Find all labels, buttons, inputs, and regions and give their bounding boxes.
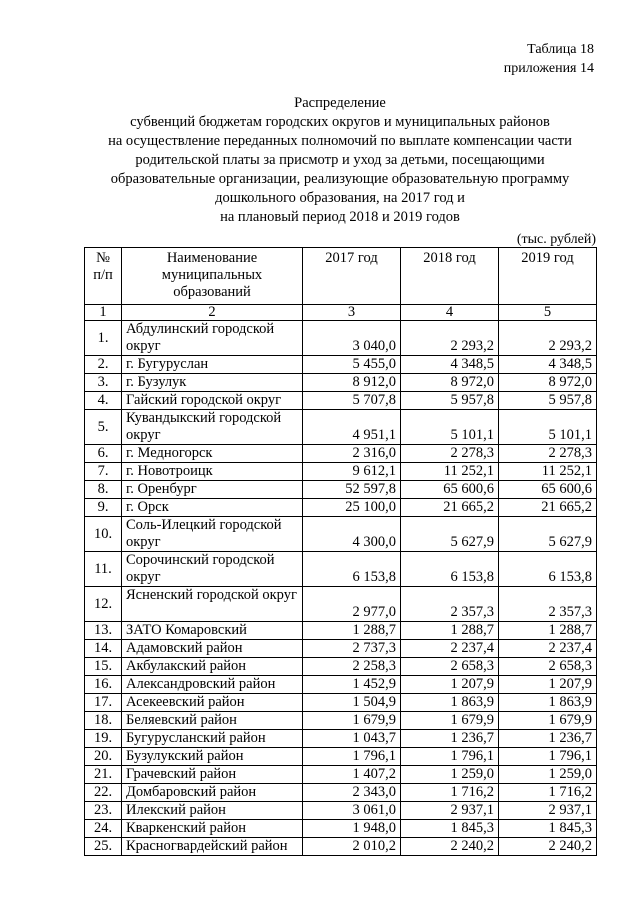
value-2017: 1 452,9	[303, 676, 401, 694]
table-row	[85, 499, 597, 517]
row-number: 9.	[85, 499, 122, 517]
row-number: 17.	[85, 694, 122, 712]
row-number: 3.	[85, 374, 122, 392]
value-2018: 5 627,9	[401, 517, 499, 552]
row-number: 23.	[85, 802, 122, 820]
table-row	[85, 374, 597, 392]
value-2017: 2 977,0	[303, 587, 401, 622]
value-2017: 4 951,1	[303, 410, 401, 445]
value-2018: 2 293,2	[401, 321, 499, 356]
value-2018: 5 957,8	[401, 392, 499, 410]
value-2019: 1 679,9	[499, 712, 597, 730]
value-2017: 4 300,0	[303, 517, 401, 552]
table-row	[85, 392, 597, 410]
municipality-name: Соль-Илецкий городской округ	[122, 517, 303, 552]
value-2017: 2 737,3	[303, 640, 401, 658]
table-row	[85, 552, 597, 587]
value-2019: 6 153,8	[499, 552, 597, 587]
column-index-row	[85, 305, 597, 321]
value-2017: 1 679,9	[303, 712, 401, 730]
table-row	[85, 481, 597, 499]
value-2019: 5 627,9	[499, 517, 597, 552]
value-2017: 2 010,2	[303, 838, 401, 856]
table-row	[85, 321, 597, 356]
table-row	[85, 517, 597, 552]
value-2019: 2 278,3	[499, 445, 597, 463]
municipality-name: ЗАТО Комаровский	[122, 622, 303, 640]
value-2017: 3 061,0	[303, 802, 401, 820]
municipality-name: г. Оренбург	[122, 481, 303, 499]
value-2018: 4 348,5	[401, 356, 499, 374]
municipality-name: Адамовский район	[122, 640, 303, 658]
municipality-name: Кваркенский район	[122, 820, 303, 838]
heading-line: Распределение	[294, 95, 386, 111]
municipality-name: г. Бугуруслан	[122, 356, 303, 374]
municipality-name: Илекский район	[122, 802, 303, 820]
value-2019: 2 237,4	[499, 640, 597, 658]
value-2019: 5 957,8	[499, 392, 597, 410]
row-number: 24.	[85, 820, 122, 838]
header-num: № п/п	[85, 248, 122, 305]
municipality-name: Кувандыкский городской округ	[122, 410, 303, 445]
table-row	[85, 587, 597, 622]
row-number: 19.	[85, 730, 122, 748]
municipality-name: г. Медногорск	[122, 445, 303, 463]
municipality-name: Сорочинский городской округ	[122, 552, 303, 587]
value-2018: 1 236,7	[401, 730, 499, 748]
heading-line: родительской платы за присмотр и уход за детьми, посещающими	[135, 152, 545, 168]
table-row	[85, 748, 597, 766]
value-2017: 1 043,7	[303, 730, 401, 748]
heading-line: субвенций бюджетам городских округов и муниципальных районов	[130, 114, 550, 130]
value-2019: 1 863,9	[499, 694, 597, 712]
table-row	[85, 820, 597, 838]
row-number: 2.	[85, 356, 122, 374]
row-number: 16.	[85, 676, 122, 694]
reference-line-2: приложения 14	[503, 61, 594, 76]
value-2018: 2 658,3	[401, 658, 499, 676]
value-2019: 1 796,1	[499, 748, 597, 766]
table-row	[85, 676, 597, 694]
municipality-name: Беляевский район	[122, 712, 303, 730]
value-2018: 1 716,2	[401, 784, 499, 802]
municipality-name: Гайский городской округ	[122, 392, 303, 410]
table-row	[85, 640, 597, 658]
value-2019: 8 972,0	[499, 374, 597, 392]
value-2018: 2 240,2	[401, 838, 499, 856]
value-2017: 2 343,0	[303, 784, 401, 802]
header-2019: 2019 год	[499, 248, 597, 305]
row-number: 15.	[85, 658, 122, 676]
municipality-name: Грачевский район	[122, 766, 303, 784]
row-number: 20.	[85, 748, 122, 766]
heading-line: на плановый период 2018 и 2019 годов	[220, 209, 460, 225]
value-2019: 1 845,3	[499, 820, 597, 838]
table-row	[85, 410, 597, 445]
row-number: 25.	[85, 838, 122, 856]
municipality-name: г. Бузулук	[122, 374, 303, 392]
table-row	[85, 784, 597, 802]
value-2017: 2 258,3	[303, 658, 401, 676]
value-2018: 2 357,3	[401, 587, 499, 622]
table-row	[85, 730, 597, 748]
value-2019: 2 240,2	[499, 838, 597, 856]
value-2017: 5 707,8	[303, 392, 401, 410]
value-2017: 8 912,0	[303, 374, 401, 392]
municipality-name: Бугурусланский район	[122, 730, 303, 748]
row-number: 6.	[85, 445, 122, 463]
value-2017: 1 796,1	[303, 748, 401, 766]
value-2017: 25 100,0	[303, 499, 401, 517]
municipality-name: Александровский район	[122, 676, 303, 694]
value-2019: 1 207,9	[499, 676, 597, 694]
heading-line: на осуществление переданных полномочий по выплате компенсации части	[108, 133, 572, 149]
value-2018: 2 278,3	[401, 445, 499, 463]
column-index: 5	[499, 305, 597, 321]
column-index: 3	[303, 305, 401, 321]
value-2017: 3 040,0	[303, 321, 401, 356]
table-row	[85, 712, 597, 730]
value-2019: 1 716,2	[499, 784, 597, 802]
row-number: 13.	[85, 622, 122, 640]
header-name: Наименование муниципальных образований	[122, 248, 303, 305]
value-2018: 1 288,7	[401, 622, 499, 640]
value-2018: 1 259,0	[401, 766, 499, 784]
table-header-row	[85, 248, 597, 305]
row-number: 1.	[85, 321, 122, 356]
header-2018: 2018 год	[401, 248, 499, 305]
value-2019: 5 101,1	[499, 410, 597, 445]
table-body	[85, 321, 597, 856]
document-heading	[60, 94, 620, 227]
row-number: 14.	[85, 640, 122, 658]
column-index: 2	[122, 305, 303, 321]
value-2018: 1 679,9	[401, 712, 499, 730]
row-number: 11.	[85, 552, 122, 587]
heading-line: образовательные организации, реализующие образовательную программу	[110, 171, 570, 187]
value-2019: 1 259,0	[499, 766, 597, 784]
table-row	[85, 658, 597, 676]
value-2018: 1 863,9	[401, 694, 499, 712]
value-2018: 8 972,0	[401, 374, 499, 392]
table-row	[85, 802, 597, 820]
column-index: 1	[85, 305, 122, 321]
municipality-name: Акбулакский район	[122, 658, 303, 676]
value-2018: 5 101,1	[401, 410, 499, 445]
value-2018: 1 207,9	[401, 676, 499, 694]
table-row	[85, 356, 597, 374]
value-2019: 1 236,7	[499, 730, 597, 748]
municipality-name: Абдулинский городской округ	[122, 321, 303, 356]
units-label: (тыс. рублей)	[516, 232, 596, 247]
table-row	[85, 838, 597, 856]
value-2018: 1 796,1	[401, 748, 499, 766]
value-2017: 5 455,0	[303, 356, 401, 374]
municipality-name: Асекеевский район	[122, 694, 303, 712]
municipality-name: г. Новотроицк	[122, 463, 303, 481]
value-2017: 9 612,1	[303, 463, 401, 481]
value-2019: 2 357,3	[499, 587, 597, 622]
value-2018: 21 665,2	[401, 499, 499, 517]
table-reference	[504, 40, 594, 78]
value-2018: 6 153,8	[401, 552, 499, 587]
value-2019: 4 348,5	[499, 356, 597, 374]
row-number: 5.	[85, 410, 122, 445]
value-2019: 21 665,2	[499, 499, 597, 517]
row-number: 4.	[85, 392, 122, 410]
municipality-name: Домбаровский район	[122, 784, 303, 802]
column-index: 4	[401, 305, 499, 321]
value-2017: 2 316,0	[303, 445, 401, 463]
municipality-name: Красногвардейский район	[122, 838, 303, 856]
municipality-name: Ясненский городской округ	[122, 587, 303, 622]
table-row	[85, 622, 597, 640]
row-number: 8.	[85, 481, 122, 499]
value-2017: 52 597,8	[303, 481, 401, 499]
value-2019: 11 252,1	[499, 463, 597, 481]
table-row	[85, 766, 597, 784]
value-2017: 1 407,2	[303, 766, 401, 784]
row-number: 7.	[85, 463, 122, 481]
table-row	[85, 694, 597, 712]
value-2017: 1 948,0	[303, 820, 401, 838]
subvention-table	[84, 247, 597, 856]
value-2018: 2 237,4	[401, 640, 499, 658]
table-row	[85, 463, 597, 481]
value-2017: 1 288,7	[303, 622, 401, 640]
table-row	[85, 445, 597, 463]
row-number: 21.	[85, 766, 122, 784]
row-number: 18.	[85, 712, 122, 730]
row-number: 10.	[85, 517, 122, 552]
value-2017: 1 504,9	[303, 694, 401, 712]
municipality-name: Бузулукский район	[122, 748, 303, 766]
header-2017: 2017 год	[303, 248, 401, 305]
row-number: 12.	[85, 587, 122, 622]
value-2019: 2 658,3	[499, 658, 597, 676]
value-2019: 2 293,2	[499, 321, 597, 356]
value-2018: 1 845,3	[401, 820, 499, 838]
reference-line-1: Таблица 18	[527, 42, 594, 57]
value-2017: 6 153,8	[303, 552, 401, 587]
municipality-name: г. Орск	[122, 499, 303, 517]
value-2018: 65 600,6	[401, 481, 499, 499]
row-number: 22.	[85, 784, 122, 802]
heading-line: дошкольного образования, на 2017 год и	[215, 190, 465, 206]
value-2019: 1 288,7	[499, 622, 597, 640]
value-2019: 2 937,1	[499, 802, 597, 820]
value-2018: 11 252,1	[401, 463, 499, 481]
value-2019: 65 600,6	[499, 481, 597, 499]
value-2018: 2 937,1	[401, 802, 499, 820]
